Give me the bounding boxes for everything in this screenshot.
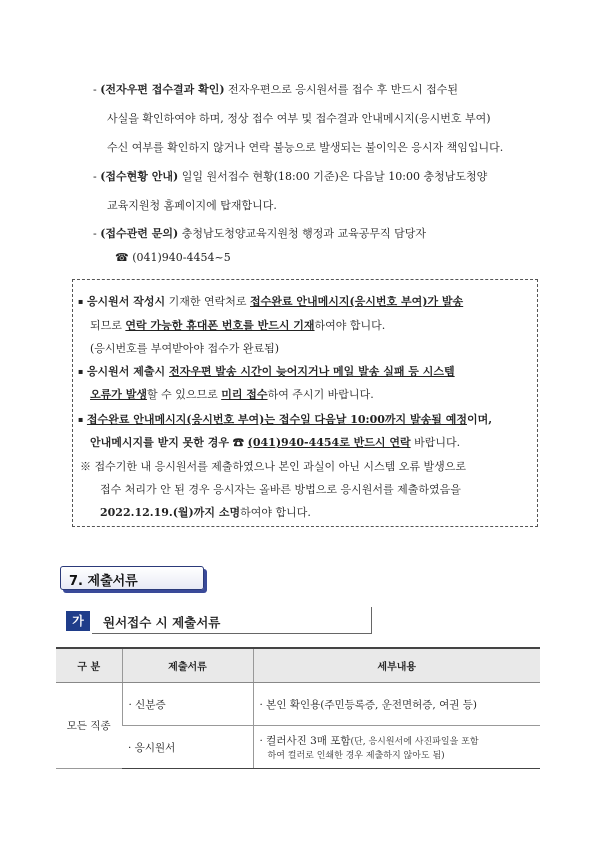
- item-label: (접수관련 문의): [100, 227, 179, 240]
- item-2-line-2: 교육지원청 홈페이지에 탑재합니다.: [107, 199, 277, 212]
- phone-line: ☎ (041)940-4454~5: [115, 251, 231, 264]
- item-dash: -: [93, 83, 97, 96]
- notice-p3-line-1: [78, 413, 492, 427]
- note-text: 하여야 합니다.: [240, 506, 311, 519]
- notice-text: 안내메시지를 받지 못한 경우 ☎: [90, 436, 248, 449]
- notice-phone: (041)940-4454: [247, 436, 340, 449]
- item-1-line-2: 사실을 확인하여야 하며, 정상 접수 여부 및 접수결과 안내메시지(응시번호 부여): [107, 112, 491, 125]
- header-category: 구 분: [56, 648, 122, 683]
- section-title: 7. 제출서류: [69, 574, 138, 589]
- detail-main: · 컬러사진 3매 포함: [259, 735, 351, 747]
- item-3-line-1: [93, 227, 426, 241]
- notice-text: 응시원서 제출시: [86, 365, 169, 378]
- notice-text: 하여야 합니다.: [314, 319, 386, 332]
- note-deadline: 2022.12.19.(월)까지 소명: [100, 506, 241, 519]
- section-7-header: [60, 566, 204, 590]
- subsection-divider: [371, 607, 372, 634]
- notice-text: 하여 주시기 바랍니다.: [267, 388, 374, 401]
- item-1-line-3: 수신 여부를 확인하지 않거나 연락 불능으로 발생되는 불이익은 응시자 책임입니다.: [107, 141, 504, 154]
- item-dash: -: [93, 170, 97, 183]
- bullet-icon: ▪: [78, 297, 84, 306]
- item-1-line-1: [93, 83, 458, 97]
- detail-note: 하여 컬러로 인쇄한 경우 제출하지 않아도 됨): [267, 751, 445, 761]
- notice-emphasis: 미리 접수: [221, 388, 268, 401]
- notice-emphasis: 오류가 발생: [90, 388, 147, 401]
- notice-text: 기재한 연락처로: [165, 295, 251, 308]
- item-2-line-1: [93, 170, 487, 184]
- category-cell: 모든 직종: [56, 683, 122, 769]
- notice-p1-line-1: [78, 295, 463, 309]
- subsection-marker: 가: [66, 611, 90, 631]
- item-text: 일일 원서접수 현황(18:00 기준)은 다음날 10:00 충청남도청양: [181, 170, 488, 183]
- notice-emphasis: 접수완료 안내메시지(응시번호 부여)는 접수일 다음날 10:00까지 발송될 예정: [86, 413, 467, 426]
- header-document: 제출서류: [122, 648, 253, 683]
- notice-p3-line-2: [90, 436, 460, 450]
- notice-note-line-2: 접수 처리가 안 된 경우 응시자는 올바른 방법으로 응시원서를 제출하였음을: [100, 483, 461, 496]
- documents-table: [56, 647, 540, 769]
- notice-text: 응시원서 작성시: [86, 295, 166, 308]
- item-text: 충청남도청양교육지원청 행정과 교육공무직 담당자: [181, 227, 426, 240]
- subsection-title: 원서접수 시 제출서류: [103, 615, 221, 630]
- detail-note: (단, 응시원서에 사진파일을 포함: [350, 737, 479, 747]
- detail-cell: · 본인 확인용(주민등록증, 운전면허증, 여권 등): [253, 683, 540, 726]
- notice-text: 이며,: [466, 413, 493, 426]
- item-dash: -: [93, 227, 97, 240]
- notice-p2-line-2: [90, 388, 374, 402]
- notice-note-line-3: [100, 506, 311, 520]
- notice-p2-line-1: [78, 365, 455, 379]
- doc-cell: · 신분증: [122, 683, 253, 726]
- notice-p1-line-2: [90, 319, 385, 333]
- note-text: 접수기한 내 응시원서를 제출하였으나 본인 과실이 아닌 시스템 오류 발생으로: [94, 460, 466, 473]
- bullet-icon: ▪: [78, 415, 84, 424]
- notice-emphasis: 전자우편 발송 시간이 늦어지거나 메일 발송 실패 등 시스템: [168, 365, 455, 378]
- notice-emphasis: 연락 가능한 휴대폰 번호를 반드시 기재: [125, 319, 315, 332]
- bullet-icon: ▪: [78, 367, 84, 376]
- notice-p1-line-3: (응시번호를 부여받아야 접수가 완료됨): [90, 342, 280, 355]
- notice-text: 바랍니다.: [410, 436, 461, 449]
- item-text: 전자우편으로 응시원서를 접수 후 반드시 접수된: [228, 83, 459, 96]
- notice-text: 되므로: [90, 319, 126, 332]
- subsection-underline: [92, 633, 372, 634]
- detail-cell: [253, 726, 540, 769]
- notice-text: 할 수 있으므로: [146, 388, 222, 401]
- table-row: [56, 726, 540, 769]
- item-label: (전자우편 접수결과 확인): [100, 83, 225, 96]
- notice-emphasis: 접수완료 안내메시지(응시번호 부여)가 발송: [250, 295, 464, 308]
- header-detail: 세부내용: [253, 648, 540, 683]
- notice-note-line-1: [80, 460, 466, 474]
- table-header-row: [56, 648, 540, 683]
- note-mark: ※: [80, 460, 91, 473]
- notice-emphasis: 로 반드시 연락: [339, 436, 411, 449]
- doc-cell: · 응시원서: [122, 726, 253, 769]
- item-label: (접수현황 안내): [100, 170, 179, 183]
- table-row: [56, 683, 540, 726]
